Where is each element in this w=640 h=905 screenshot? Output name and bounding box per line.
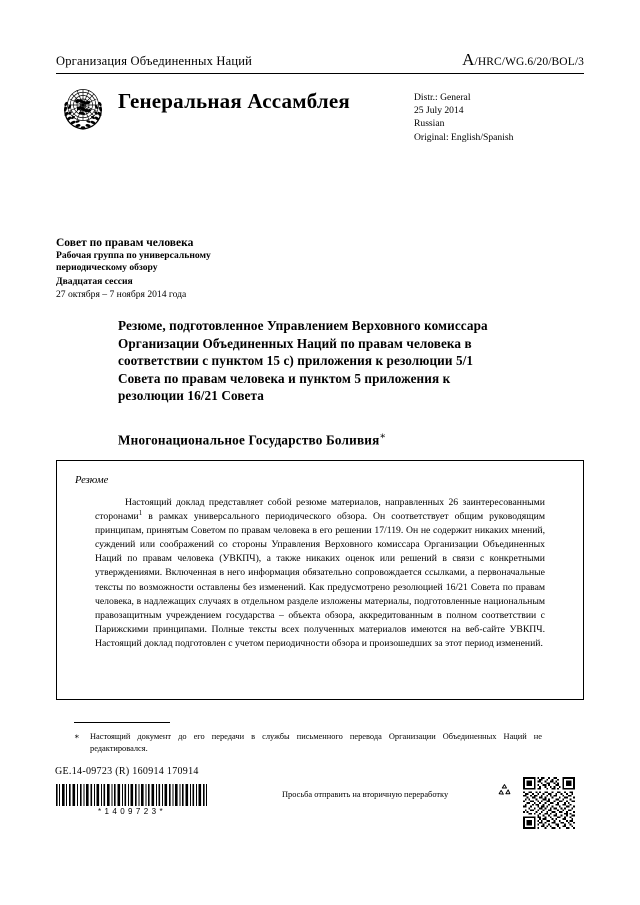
barcode	[55, 784, 209, 816]
title-block	[118, 317, 518, 449]
summary-heading: Резюме	[75, 475, 109, 486]
document-date: 25 July 2014	[414, 105, 464, 117]
distribution-block	[414, 91, 584, 144]
job-number: GE.14-09723 (R) 160914 170914	[55, 766, 199, 777]
organization-name: Организация Объединенных Наций	[56, 54, 253, 68]
summary-footnote-ref: 1	[138, 508, 143, 517]
qr-code	[523, 777, 575, 829]
document-language: Russian	[414, 118, 445, 130]
working-group-line-2: периодическому обзору	[56, 262, 158, 274]
summary-paragraph	[95, 496, 545, 651]
barcode-digits: *1409723*	[98, 807, 166, 816]
working-group-line-1: Рабочая группа по универсальному	[56, 250, 211, 261]
country-name: Многонациональное Государство Боливия	[118, 432, 380, 448]
council-name: Совет по правам человека	[56, 237, 194, 249]
footnote-text: Настоящий документ до его передачи в службы письменного перевода Организации Объединенных Наций не редактировался.	[90, 732, 542, 753]
session-number: Двадцатая сессия	[56, 275, 133, 287]
barcode-bars	[55, 784, 209, 806]
masthead-bottom-row	[56, 74, 584, 144]
qr-code-image	[523, 777, 575, 829]
summary-text-part-2: в рамках универсального периодического обзора. Он соответствует общим руководящим принципам, принятым Советом по правам человека в его решении 17/119. Он не содержит никаких мнений, суждений или соображений со стороны Управления Верховного комиссара Организации Объединенных Наций по правам человека (УВКПЧ), а также никаких оценок или решений в связи с конкретными утверждениями. Включенная в него информация обязательно сопровождается ссылками, а первоначальные тексты по возможности оставлены без изменений. Как предусмотрено резолюцией 16/21 Совета по правам человека, в надлежащих случаях в отдельном разделе изложены материалы, подготовленные национальным правозащитным учреждением государства – объекта обзора, аккредитованным в полном соответствии с Парижскими принципами. Полные тексты всех полученных материалов имеются на веб-сайте УВКПЧ. Настоящий доклад подготовлен с учетом периодичности обзора и произошедших за этот период изменений.	[95, 511, 545, 649]
recycle-icon	[497, 783, 512, 798]
document-symbol	[462, 50, 584, 70]
session-dates: 27 октября – 7 ноября 2014 года	[56, 289, 187, 301]
council-block	[56, 236, 456, 301]
recycle-note: Просьба отправить на вторичную переработку	[282, 790, 449, 799]
page-title: Резюме, подготовленное Управлением Верховного комиссара Организации Объединенных Наций по правам человека в соответствии с пунктом 15 c) приложения к резолюции 5/1 Совета по правам человека и пунктом 5 приложения к резолюции 16/21 Совета	[118, 318, 488, 404]
distribution-line: Distr.: General	[414, 92, 471, 103]
country-subtitle	[118, 428, 518, 449]
document-symbol-rest: /HRC/WG.6/20/BOL/3	[474, 56, 584, 68]
footnote-separator	[74, 722, 170, 723]
un-emblem-icon	[56, 83, 110, 133]
footnote-marker: ∗	[74, 732, 80, 741]
summary-box	[56, 460, 584, 700]
footnote	[74, 731, 554, 755]
summary-text-part-1: Настоящий доклад представляет собой резюме материалов, направленных 26 заинтересованными сторонами	[95, 497, 545, 523]
document-symbol-series: A	[462, 50, 475, 69]
country-footnote-marker: ∗	[379, 430, 387, 442]
original-language: Original: English/Spanish	[414, 131, 514, 143]
masthead	[56, 50, 584, 144]
general-assembly-title: Генеральная Ассамблея	[118, 89, 350, 113]
masthead-top-row	[56, 50, 584, 73]
